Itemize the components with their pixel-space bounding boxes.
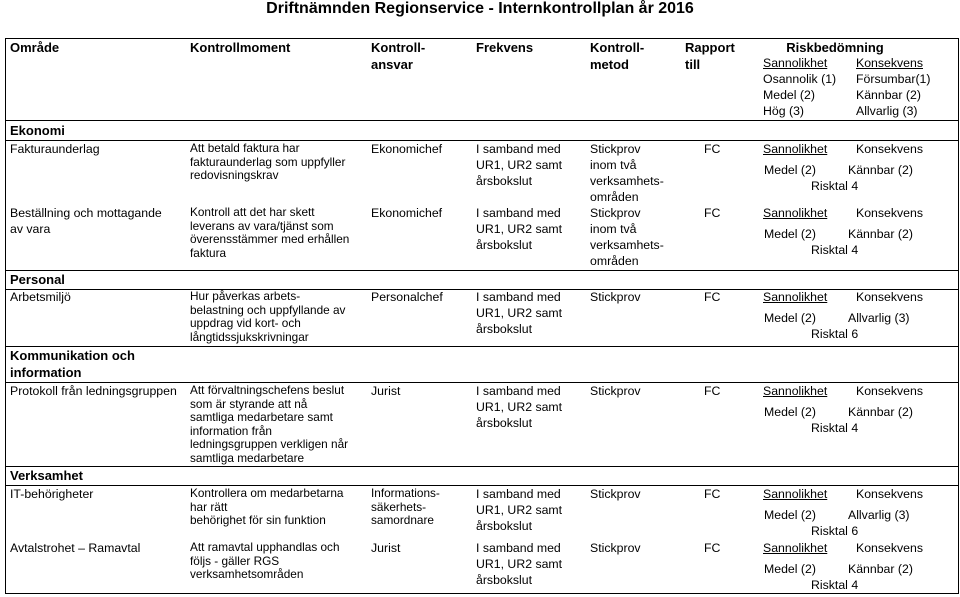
header-omrade: Område <box>10 40 60 55</box>
row-risktal: Risktal 6 <box>811 327 859 341</box>
row-frekvens: I samband med <box>476 541 561 555</box>
row-kontrollmoment: har rätt <box>190 499 228 514</box>
header-kontrollmoment: Kontrollmoment <box>190 40 291 55</box>
section-kommunikation-2: information <box>10 365 82 380</box>
row-kontrollmetod: Stickprov <box>590 487 641 501</box>
row-risktal: Risktal 6 <box>811 524 859 538</box>
header-rapport-2: till <box>685 57 701 72</box>
section-ekonomi: Ekonomi <box>10 123 65 138</box>
row-kontrollmoment: överensstämmer med erhållen <box>190 232 350 247</box>
row-omrade: Fakturaunderlag <box>10 142 100 156</box>
row-konsekvens: Konsekvens <box>856 541 923 555</box>
row-kontrollmoment: leverans av vara/tjänst som <box>190 218 334 233</box>
row-frekvens: UR1, UR2 samt <box>476 503 563 517</box>
row-separator <box>5 270 958 271</box>
scale-left-1: Osannolik (1) <box>763 72 837 86</box>
row-separator <box>5 382 958 383</box>
row-kontrollmoment: information från <box>190 423 272 438</box>
row-kontrollansvar: Jurist <box>371 541 401 555</box>
row-rapport: FC <box>704 206 721 220</box>
header-kontrollmetod-1: Kontroll- <box>590 40 645 55</box>
row-risktal: Risktal 4 <box>811 578 859 592</box>
row-sannolikhet-value: Medel (2) <box>764 405 816 419</box>
row-frekvens: UR1, UR2 samt <box>476 222 563 236</box>
row-frekvens: I samband med <box>476 206 561 220</box>
row-sannolikhet: Sannolikhet <box>763 541 828 555</box>
header-kontrollansvar-1: Kontroll- <box>371 40 426 55</box>
row-kontrollmetod: verksamhets- <box>590 174 664 188</box>
row-sannolikhet-value: Medel (2) <box>764 227 816 241</box>
section-personal: Personal <box>10 272 65 287</box>
row-kontrollmoment: följs - gäller RGS <box>190 553 280 568</box>
row-kontrollmoment: fakturaunderlag som uppfyller <box>190 154 346 169</box>
row-kontrollmoment: faktura <box>190 245 227 260</box>
row-omrade: av vara <box>10 222 51 236</box>
row-kontrollmoment: samtliga medarbetare samt <box>190 410 333 425</box>
scale-right-2: Kännbar (2) <box>856 88 921 102</box>
header-rapport-1: Rapport <box>685 40 735 55</box>
row-rapport: FC <box>704 487 721 501</box>
row-kontrollmoment: Att ramavtal upphandlas och <box>190 540 340 554</box>
row-sannolikhet: Sannolikhet <box>763 142 828 156</box>
row-konsekvens-value: Allvarlig (3) <box>848 508 910 522</box>
row-kontrollmoment: verksamhetsområden <box>190 567 304 582</box>
scale-right-1: Försumbar(1) <box>856 72 931 86</box>
row-kontrollmoment: Att betald faktura har <box>190 141 300 155</box>
section-kommunikation-1: Kommunikation och <box>10 348 135 363</box>
row-sannolikhet: Sannolikhet <box>763 384 828 398</box>
row-kontrollansvar: Personalchef <box>371 290 443 304</box>
row-frekvens: I samband med <box>476 142 561 156</box>
row-sannolikhet-value: Medel (2) <box>764 508 816 522</box>
row-frekvens: I samband med <box>476 384 561 398</box>
row-konsekvens: Konsekvens <box>856 206 923 220</box>
row-omrade: Protokoll från ledningsgruppen <box>10 384 177 398</box>
scale-left-2: Medel (2) <box>763 88 815 102</box>
row-konsekvens-value: Kännbar (2) <box>848 562 913 576</box>
row-separator <box>5 140 958 141</box>
row-frekvens: UR1, UR2 samt <box>476 306 563 320</box>
row-kontrollansvar: Informations- <box>371 486 440 500</box>
page-title: Driftnämnden Regionservice - Internkontrollplan år 2016 <box>266 0 694 17</box>
row-sannolikhet-value: Medel (2) <box>764 311 816 325</box>
row-frekvens: årsbokslut <box>476 416 533 430</box>
header-riskbedomning: Riskbedömning <box>786 40 884 55</box>
row-kontrollmoment: behörighet för sin funktion <box>190 513 326 528</box>
row-risktal: Risktal 4 <box>811 243 859 257</box>
row-frekvens: I samband med <box>476 290 561 304</box>
row-sannolikhet: Sannolikhet <box>763 206 828 220</box>
row-konsekvens: Konsekvens <box>856 487 923 501</box>
row-kontrollmetod: områden <box>590 190 639 204</box>
row-risktal: Risktal 4 <box>811 179 859 193</box>
row-sannolikhet-value: Medel (2) <box>764 562 816 576</box>
row-sannolikhet-value: Medel (2) <box>764 163 816 177</box>
row-kontrollmoment: Hur påverkas arbets- <box>190 289 301 303</box>
row-rapport: FC <box>704 290 721 304</box>
row-omrade: Beställning och mottagande <box>10 206 162 220</box>
row-kontrollmoment: Att förvaltningschefens beslut <box>190 383 345 397</box>
row-frekvens: årsbokslut <box>476 238 533 252</box>
row-kontrollmetod: områden <box>590 254 639 268</box>
row-kontrollansvar: samordnare <box>371 513 434 528</box>
row-kontrollmetod: Stickprov <box>590 206 641 220</box>
row-kontrollmoment: belastning och uppfyllande av <box>190 302 346 317</box>
row-omrade: Arbetsmiljö <box>10 290 71 304</box>
row-konsekvens: Konsekvens <box>856 384 923 398</box>
row-konsekvens-value: Kännbar (2) <box>848 405 913 419</box>
row-frekvens: I samband med <box>476 487 561 501</box>
row-kontrollmoment: Kontroll att det har skett <box>190 205 315 219</box>
row-kontrollmetod: Stickprov <box>590 290 641 304</box>
row-sannolikhet: Sannolikhet <box>763 290 828 304</box>
section-verksamhet: Verksamhet <box>10 468 83 483</box>
row-konsekvens: Konsekvens <box>856 142 923 156</box>
header-sannolikhet: Sannolikhet <box>763 56 828 70</box>
row-frekvens: UR1, UR2 samt <box>476 557 563 571</box>
row-risktal: Risktal 4 <box>811 421 859 435</box>
header-separator <box>5 120 958 121</box>
row-sannolikhet: Sannolikhet <box>763 487 828 501</box>
row-kontrollmetod: inom två <box>590 222 637 236</box>
row-rapport: FC <box>704 384 721 398</box>
row-kontrollmoment: som är styrande att nå <box>190 396 308 411</box>
row-konsekvens-value: Allvarlig (3) <box>848 311 910 325</box>
row-kontrollmetod: Stickprov <box>590 384 641 398</box>
row-kontrollmetod: Stickprov <box>590 142 641 156</box>
row-kontrollansvar: Jurist <box>371 384 401 398</box>
row-frekvens: UR1, UR2 samt <box>476 400 563 414</box>
scale-left-3: Hög (3) <box>763 104 805 118</box>
row-kontrollmetod: inom två <box>590 158 637 172</box>
row-frekvens: årsbokslut <box>476 322 533 336</box>
row-separator <box>5 485 958 486</box>
row-rapport: FC <box>704 541 721 555</box>
row-kontrollmoment: samtliga medarbetare <box>190 451 305 465</box>
row-konsekvens-value: Kännbar (2) <box>848 227 913 241</box>
row-omrade: IT-behörigheter <box>10 487 94 501</box>
row-kontrollmoment: redovisningskrav <box>190 168 279 183</box>
row-frekvens: årsbokslut <box>476 573 533 587</box>
row-kontrollansvar: säkerhets- <box>371 499 427 514</box>
header-konsekvens: Konsekvens <box>856 56 923 70</box>
row-konsekvens: Konsekvens <box>856 290 923 304</box>
row-kontrollmetod: Stickprov <box>590 541 641 555</box>
row-rapport: FC <box>704 142 721 156</box>
row-konsekvens-value: Kännbar (2) <box>848 163 913 177</box>
row-separator <box>5 466 958 467</box>
scale-right-3: Allvarlig (3) <box>856 104 918 118</box>
row-kontrollmoment: Kontrollera om medarbetarna <box>190 486 344 500</box>
row-kontrollmoment: uppdrag vid kort- och <box>190 316 301 331</box>
header-frekvens: Frekvens <box>476 40 534 55</box>
header-kontrollmetod-2: metod <box>590 57 629 72</box>
row-frekvens: UR1, UR2 samt <box>476 158 563 172</box>
header-kontrollansvar-2: ansvar <box>371 57 413 72</box>
row-kontrollansvar: Ekonomichef <box>371 142 443 156</box>
row-kontrollansvar: Ekonomichef <box>371 206 443 220</box>
row-frekvens: årsbokslut <box>476 519 533 533</box>
row-kontrollmoment: långtidssjukskrivningar <box>190 329 309 344</box>
row-omrade: Avtalstrohet – Ramavtal <box>10 541 141 555</box>
row-separator <box>5 346 958 347</box>
row-kontrollmetod: verksamhets- <box>590 238 664 252</box>
row-frekvens: årsbokslut <box>476 174 533 188</box>
row-kontrollmoment: ledningsgruppen verkligen når <box>190 437 349 452</box>
